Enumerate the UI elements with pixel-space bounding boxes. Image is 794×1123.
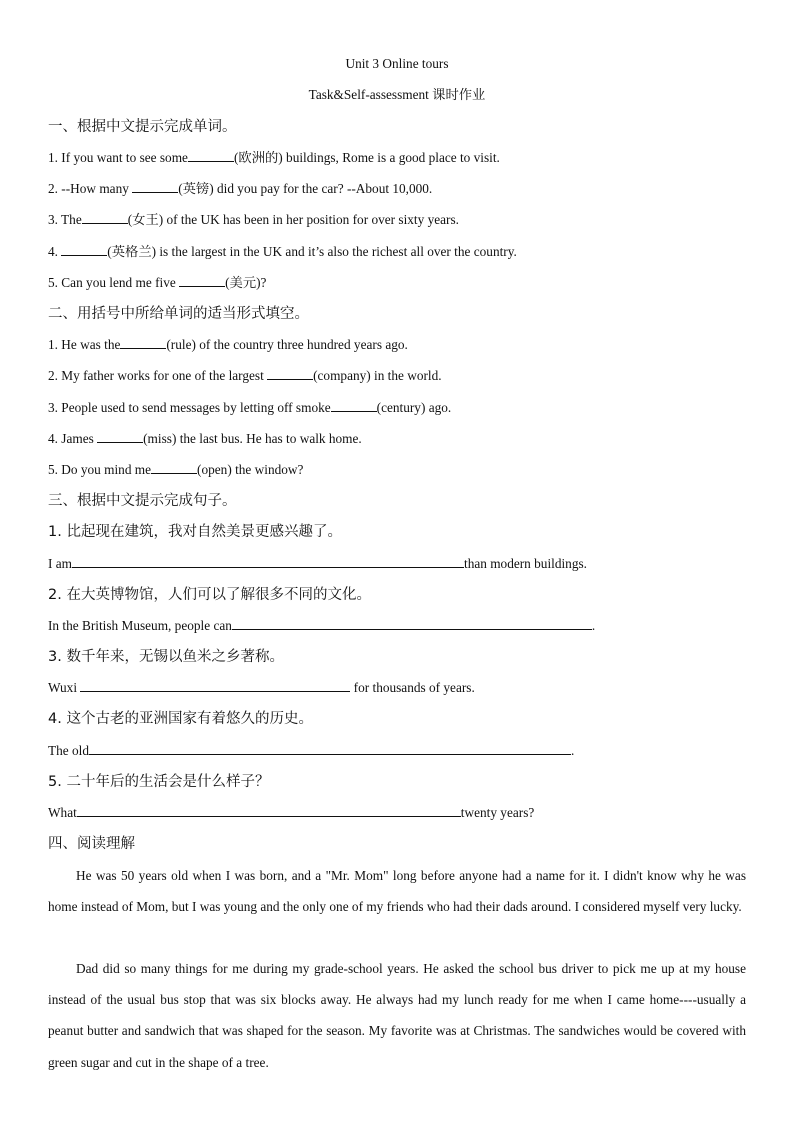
answer-blank[interactable]	[267, 367, 313, 380]
reading-paragraph-1: He was 50 years old when I was born, and a "Mr. Mom" long before anyone had a name for it. I didn't know why he was home instead of Mom, but I was young and the only one of my friends who had their dads around. I considered myself very lucky.	[48, 868, 746, 915]
section1-question-4: 4. (英格兰) is the largest in the UK and it’s also the richest all over the country.	[48, 244, 517, 259]
section1-question-5: 5. Can you lend me five (美元)?	[48, 275, 267, 290]
section3-question-1: I am than modern buildings.	[48, 556, 587, 571]
answer-blank[interactable]	[61, 243, 107, 256]
section4-heading: 四、阅读理解	[48, 836, 135, 852]
section2-question-4: 4. James (miss) the last bus. He has to walk home.	[48, 431, 362, 446]
section3-question-2: In the British Museum, people can .	[48, 618, 596, 633]
answer-blank[interactable]	[120, 336, 166, 349]
section2-question-1: 1. He was the (rule) of the country three hundred years ago.	[48, 337, 408, 352]
section3-question-3: Wuxi for thousands of years.	[48, 680, 475, 695]
section3-question-4-chinese: 4. 这个古老的亚洲国家有着悠久的历史。	[48, 711, 313, 727]
section3-question-2-chinese: 2. 在大英博物馆，人们可以了解很多不同的文化。	[48, 587, 371, 603]
section3-question-4: The old .	[48, 743, 575, 758]
answer-blank[interactable]	[188, 149, 234, 162]
section1-question-2: 2. --How many (英镑) did you pay for the car? --About 10,000.	[48, 181, 433, 196]
answer-line[interactable]	[89, 742, 571, 755]
section3-question-1-chinese: 1. 比起现在建筑，我对自然美景更感兴趣了。	[48, 524, 342, 540]
section2-question-5: 5. Do you mind me (open) the window?	[48, 462, 304, 477]
answer-blank[interactable]	[179, 274, 225, 287]
answer-line[interactable]	[72, 555, 464, 568]
section1-question-1: 1. If you want to see some (欧洲的) buildings, Rome is a good place to visit.	[48, 150, 500, 165]
section3-question-3-chinese: 3. 数千年来，无锡以鱼米之乡著称。	[48, 649, 284, 665]
answer-blank[interactable]	[132, 180, 178, 193]
section2-question-3: 3. People used to send messages by letting off smoke (century) ago.	[48, 400, 452, 415]
answer-blank[interactable]	[82, 211, 128, 224]
answer-blank[interactable]	[151, 461, 197, 474]
answer-line[interactable]	[80, 679, 350, 692]
answer-blank[interactable]	[331, 399, 377, 412]
section1-heading: 一、根据中文提示完成单词。	[48, 119, 237, 135]
page-title: Unit 3 Online tours	[345, 56, 449, 71]
section3-heading: 三、根据中文提示完成句子。	[48, 493, 237, 509]
reading-paragraph-2: Dad did so many things for me during my grade-school years. He asked the school bus driver to pick me up at my house instead of the usual bus stop that was six blocks away. He always had my lunch ready for me when I came home----usually a peanut butter and sandwich that was shaped for the season. My favorite was at Christmas. The sandwiches would be covered with green sugar and cut in the shape of a tree.	[48, 961, 746, 1070]
section2-question-2: 2. My father works for one of the largest (company) in the world.	[48, 368, 442, 383]
section1-question-3: 3. The (女王) of the UK has been in her position for over sixty years.	[48, 212, 459, 227]
answer-blank[interactable]	[97, 430, 143, 443]
section3-question-5: What twenty years?	[48, 805, 535, 820]
answer-line[interactable]	[232, 617, 592, 630]
page-subtitle: Task&Self-assessment 课时作业	[308, 87, 486, 102]
answer-line[interactable]	[77, 804, 461, 817]
section3-question-5-chinese: 5. 二十年后的生活会是什么样子？	[48, 774, 270, 790]
section2-heading: 二、用括号中所给单词的适当形式填空。	[48, 306, 309, 322]
